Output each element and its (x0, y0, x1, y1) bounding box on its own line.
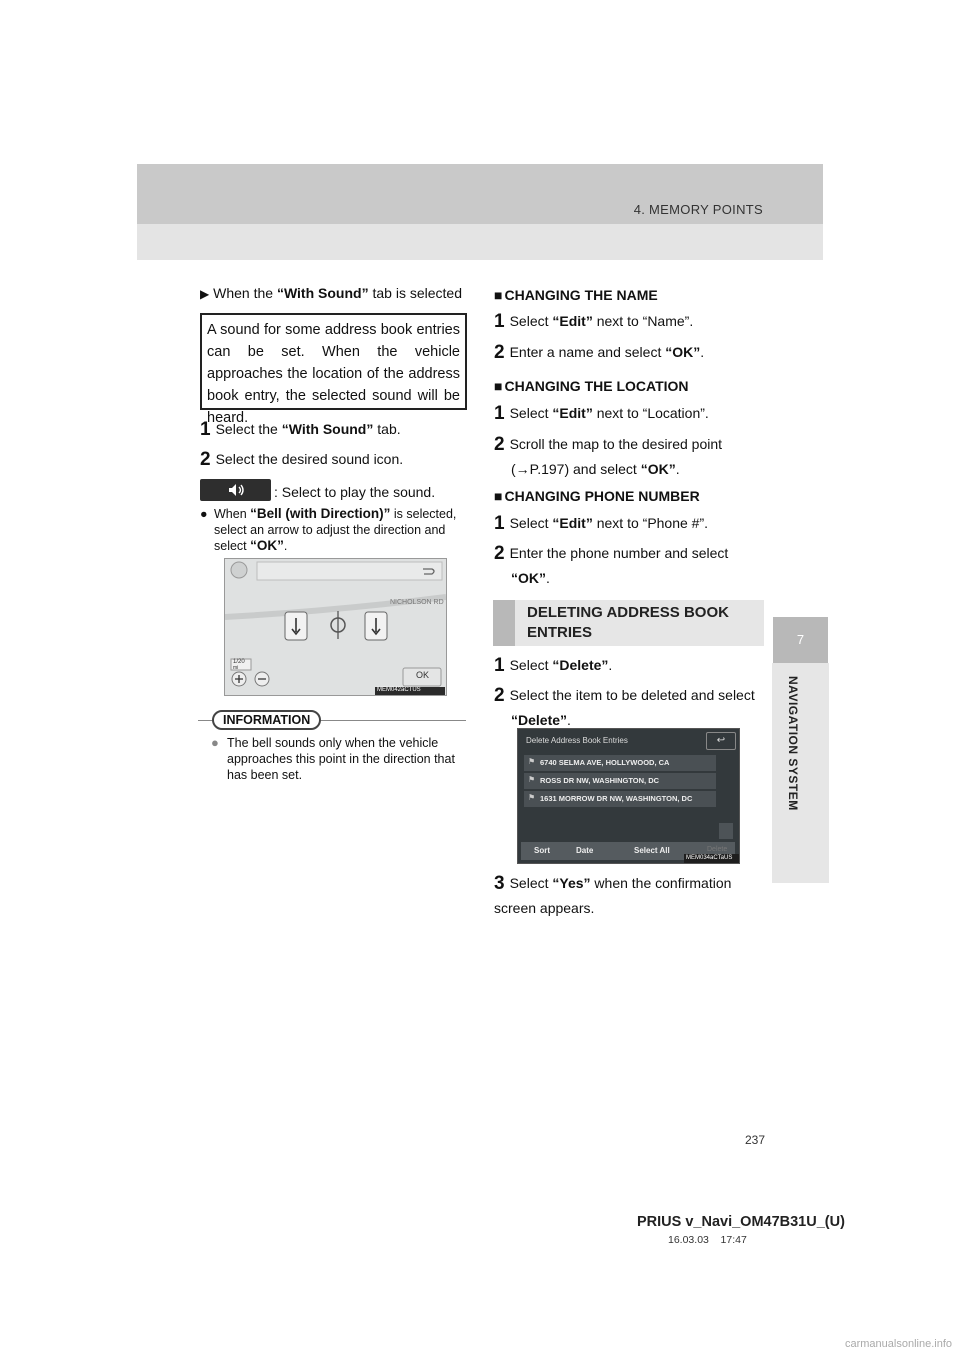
direction-screen-graphic (225, 559, 446, 695)
step-text: Select the desired sound icon. (215, 451, 404, 467)
step-bold: “Edit” (552, 405, 593, 421)
ok-button-label: OK (416, 670, 430, 680)
flag-icon: ⚑ (528, 793, 536, 802)
step-text: Select (509, 657, 553, 673)
triangle-icon: ▶ (200, 287, 210, 301)
location-step-1 (494, 401, 709, 426)
direction-screen-image (224, 558, 447, 696)
screen-title: Delete Address Book Entries (526, 736, 628, 745)
scroll-bar (719, 823, 733, 839)
manual-id: PRIUS v_Navi_OM47B31U_(U) (637, 1214, 845, 1230)
location-step-2 (494, 432, 764, 482)
name-step-2 (494, 340, 704, 365)
step-bold: “Edit” (552, 313, 593, 329)
step-bold: “Delete” (511, 712, 568, 728)
chapter-side-band (772, 663, 829, 883)
entry-text: 6740 SELMA AVE, HOLLYWOOD, CA (540, 758, 670, 767)
print-stamp (668, 1234, 747, 1246)
delete-step-1 (494, 653, 612, 678)
map-scale-unit: mi (233, 665, 239, 671)
when-prefix: When the (213, 285, 277, 301)
step-number: 1 (494, 655, 505, 676)
bullet-text: is selected, select an arrow to adjust the direction and select (214, 507, 457, 553)
phone-step-2 (494, 541, 764, 591)
image-code: MEM034aCTaUS (684, 854, 740, 863)
map-scale-label: 1/20 (233, 659, 245, 665)
step-bold: “OK” (640, 461, 676, 477)
step-bold: “Yes” (552, 875, 591, 891)
step-text: tab. (373, 421, 401, 437)
print-time: 17:47 (720, 1234, 747, 1246)
heading-text: CHANGING THE NAME (504, 287, 658, 303)
delete-step-3 (494, 871, 766, 921)
bell-direction-bullet (200, 506, 468, 554)
image-code: MEM042aCTUS (377, 687, 421, 693)
step-text: Select (509, 875, 553, 891)
step-bold: “Delete” (552, 657, 609, 673)
step-bold: “Edit” (552, 515, 593, 531)
step-text: Enter a name and select (509, 344, 666, 360)
back-arrow-icon: ↩ (706, 732, 736, 750)
speaker-icon (200, 479, 271, 501)
list-item (524, 791, 716, 807)
bullet-text: . (283, 539, 288, 553)
step-number: 1 (494, 513, 505, 534)
step-text: Enter the phone number and select (509, 545, 729, 561)
step-text: Select the (215, 421, 282, 437)
header-subband (137, 224, 823, 260)
page-number: 237 (745, 1133, 766, 1147)
step-text: . (700, 344, 705, 360)
step-bold: “OK” (511, 570, 546, 586)
step-text: (→P.197) and select (511, 461, 641, 477)
step-text: . (608, 657, 613, 673)
select-all-button-label: Select All (634, 846, 670, 855)
phone-step-1 (494, 511, 708, 536)
square-bullet-icon: ■ (494, 488, 503, 504)
step-number: 1 (200, 419, 211, 440)
heading-text: CHANGING THE LOCATION (504, 378, 689, 394)
step-text: Select (509, 313, 553, 329)
step-2 (200, 447, 403, 472)
sort-button-label: Sort (534, 846, 550, 855)
step-number: 2 (494, 543, 505, 564)
play-sound-desc: : Select to play the sound. (274, 484, 436, 500)
flag-icon: ⚑ (528, 757, 536, 766)
heading-changing-name (494, 283, 658, 308)
step-text: next to “Location”. (592, 405, 709, 421)
bullet-dot-icon: ● (200, 507, 208, 521)
section-label: 4. MEMORY POINTS (633, 202, 763, 217)
note-box: A sound for some address book entries can be set. When the vehicle approaches the location of the address book entry, the selected sound will be heard. (200, 313, 467, 410)
step-number: 2 (494, 342, 505, 363)
step-number: 2 (200, 449, 211, 470)
step-number: 2 (494, 434, 505, 455)
with-sound-heading (200, 281, 462, 307)
chapter-number-tab: 7 (773, 617, 828, 663)
bullet-text: When (214, 507, 251, 521)
flag-icon: ⚑ (528, 775, 536, 784)
heading-text: CHANGING PHONE NUMBER (504, 488, 700, 504)
list-item (524, 755, 716, 771)
entry-text: ROSS DR NW, WASHINGTON, DC (540, 776, 660, 785)
step-number: 2 (494, 685, 505, 706)
delete-step-2 (494, 683, 766, 733)
watermark: carmanualsonline.info (844, 1338, 952, 1350)
print-date: 16.03.03 (668, 1234, 709, 1246)
step-text: when the confirmation screen appears. (494, 875, 732, 916)
name-step-1 (494, 309, 693, 334)
step-text: next to “Phone #”. (592, 515, 709, 531)
map-street-label: NICHOLSON RD (390, 599, 444, 606)
delete-section-bar (493, 600, 515, 646)
step-number: 1 (494, 311, 505, 332)
entry-text: 1631 MORROW DR NW, WASHINGTON, DC (540, 794, 693, 803)
step-text: . (675, 461, 680, 477)
bullet-bold: “Bell (with Direction)” (250, 506, 391, 521)
info-text: The bell sounds only when the vehicle approaches this point in the direction that has been set. (227, 736, 455, 782)
when-suffix: tab is selected (368, 285, 462, 301)
step-text: . (546, 570, 550, 586)
with-sound-tab-ref: “With Sound” (276, 285, 369, 301)
bullet-bold: “OK” (250, 538, 284, 553)
step-1 (200, 417, 401, 442)
chapter-title: NAVIGATION SYSTEM (786, 676, 800, 811)
step-text: next to “Name”. (592, 313, 694, 329)
step-number: 1 (494, 403, 505, 424)
step-text: Select (509, 405, 553, 421)
delete-entries-screen-image (517, 728, 740, 864)
list-item (524, 773, 716, 789)
info-note (211, 735, 466, 783)
step-text: Scroll the map to the desired point (509, 436, 723, 452)
step-text: Select (509, 515, 553, 531)
square-bullet-icon: ■ (494, 287, 503, 303)
play-sound-button (200, 479, 271, 501)
step-bold: “With Sound” (281, 421, 374, 437)
info-bullet-icon: ● (211, 735, 219, 750)
step-bold: “OK” (665, 344, 701, 360)
delete-button-label: Delete (707, 846, 728, 853)
square-bullet-icon: ■ (494, 378, 503, 394)
delete-section-title: DELETING ADDRESS BOOK ENTRIES (527, 604, 729, 641)
step-text: Select the item to be deleted and select (509, 687, 755, 703)
step-number: 3 (494, 873, 505, 894)
information-label: INFORMATION (212, 710, 321, 730)
heading-changing-location (494, 374, 689, 399)
date-button-label: Date (576, 846, 594, 855)
step-text: . (567, 712, 571, 728)
heading-changing-phone (494, 484, 700, 509)
